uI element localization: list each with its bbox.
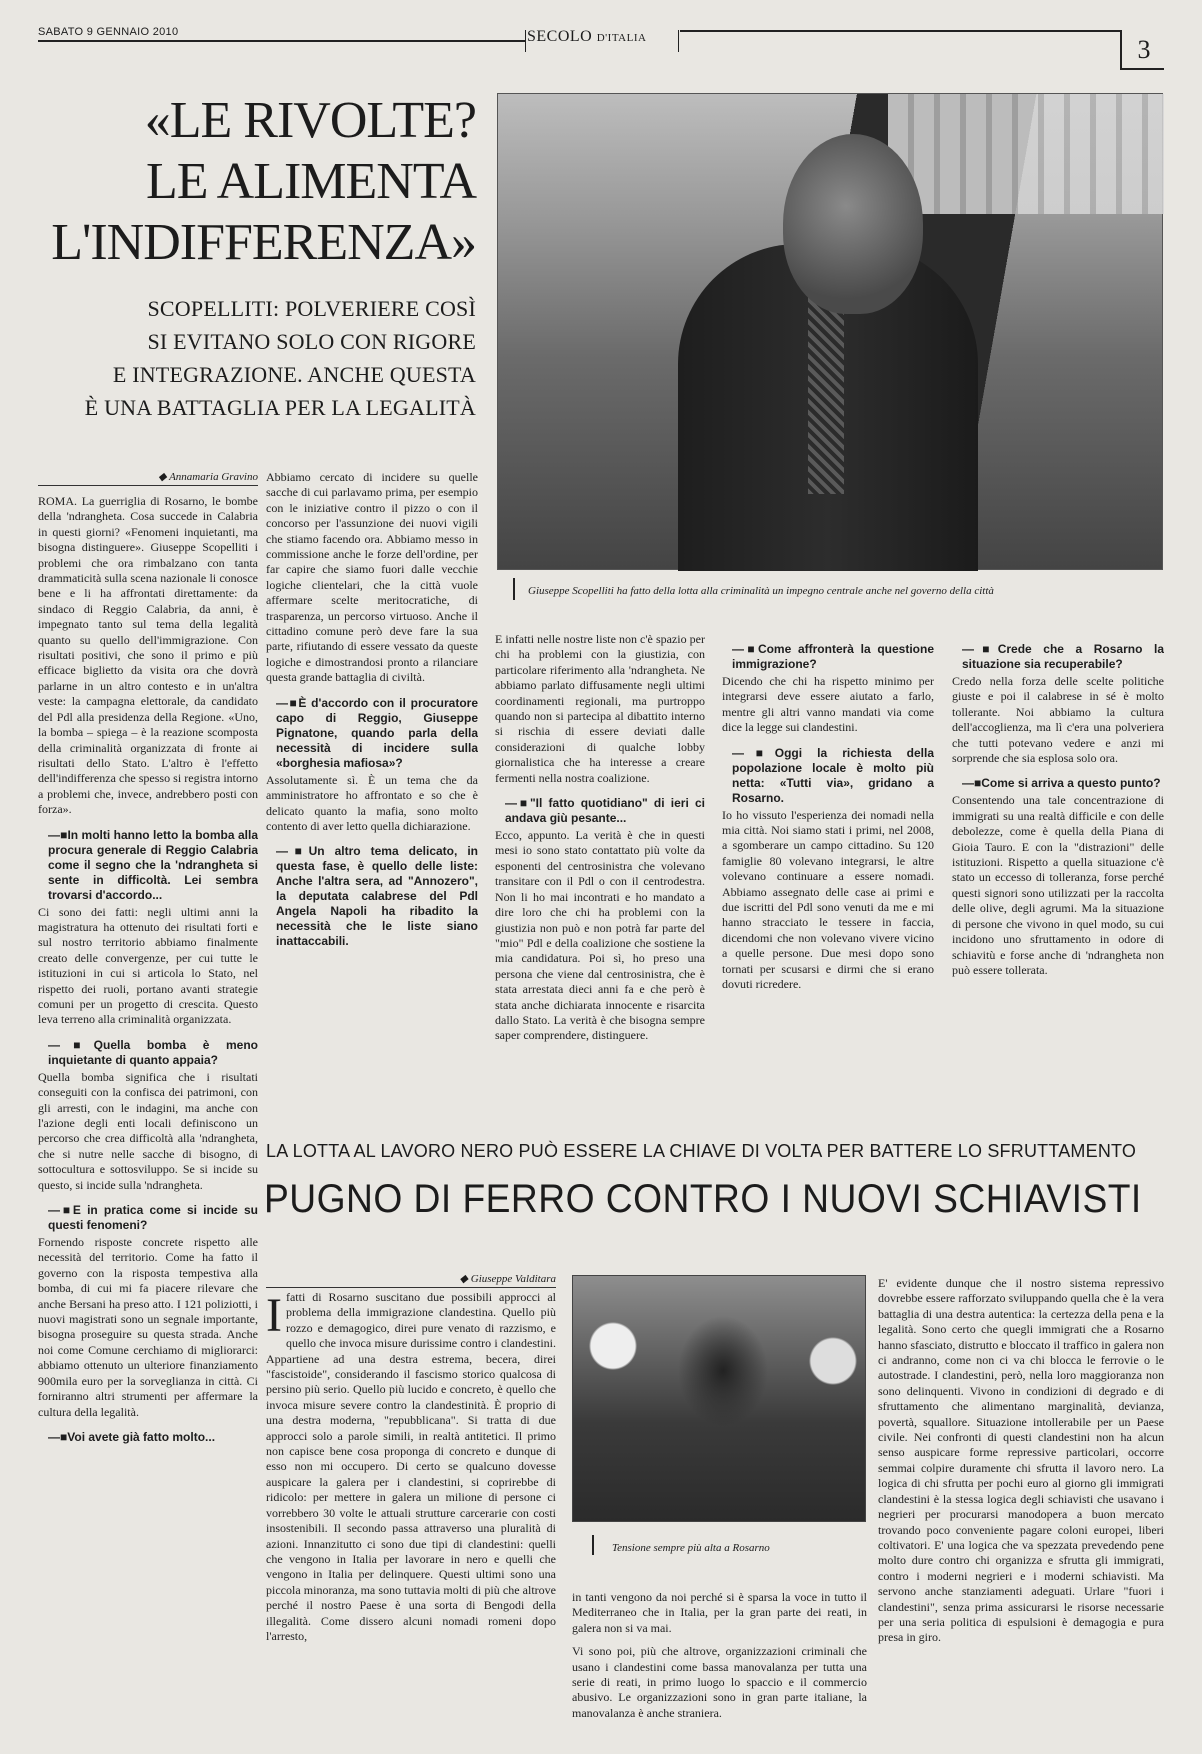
interview-question: —■ E in pratica come si incide su questi fenomeni? — [48, 1203, 258, 1233]
article-column-3 — [495, 632, 705, 1072]
interview-question: —■ Quella bomba è meno inquietante di quanto appaia? — [48, 1038, 258, 1068]
issue-date: SABATO 9 GENNAIO 2010 — [38, 26, 179, 38]
article-headline — [40, 90, 476, 273]
paragraph: E' evidente dunque che il nostro sistema repressivo dovrebbe essere rafforzato sviluppando quella che è la vera battaglia di una destra autentica: la certezza della pena e la legalità. Sono certo che quegli immigrati che a Rosarno hanno sfasciato, distrutto e bloccato il traffico in galera non ci andranno, come non ci va chi blocca le ferrovie o le autostrade. I clandestini, però, nella loro maggioranza non sono delinquenti. Vivono in condizioni di degrado e di sfruttamento che alimentano marginalità, devianza, povertà, squallore. Situazione intollerabile per un Paese civile. Nei confronti di questi clandestini non ha alcun senso auspicare forme repressive particolari, occorre semmai colpire duramente chi sfrutta il lavoro nero. La logica di chi sfrutta per pochi euro al giorno gli immigrati clandestini è la stessa logica degli schiavisti che usavano i negrieri per procurarsi manodopera a buon mercato trovando poco conveniente pagare coloni europei, liberi coltivatori. E' una logica che va spezzata prevedendo pene molto dure contro chi organizza e sfrutta gli immigrati, contro i moderni negrieri e i moderni schiavisti. Ma servono anche stanziamenti adeguati. Urlare "fuori i clandestini", senza prima assicurarsi le risorse necessarie per una seria politica di espulsioni è demagogia e pura presa in giro. — [878, 1276, 1164, 1645]
paragraph-text: La guerriglia di Rosarno, le bombe della 'ndrangheta. Cosa succede in Calabria in questi giorni? «Fenomeni inquietanti, ma bisogna distinguere». Giuseppe Scopelliti i problemi che ora rimbalzano con tanta drammaticità sulla scena nazionale li conosce bene e li ha affrontati direttamente: da sindaco di Reggio Calabria, da anni, è impegnato tanto sul tema della legalità quanto su quello dell'immigrazione. Con risultati positivi, che sono il primo e più efficace biglietto da visita ora che dovrà parlarne in un altro contesto e in un'altra veste: la campagna elettorale, da candidato del Pdl alla presidenza della Regione. «Uno, la bomba – spiega – è la reazione scomposta della criminalità organizzata di fronte ai risultati dello Stato. L'altro è l'effetto dell'indifferenza che spesso si registra intorno a problemi che, invece, andrebbero posti con forza». — [38, 494, 258, 817]
interview-question: —■ È d'accordo con il procuratore capo di Reggio, Giuseppe Pignatone, quando parla della necessità di incidere sulla «borghesia mafiosa»? — [276, 696, 478, 771]
photo-figure-tie — [808, 294, 844, 494]
dateline: ROMA. — [38, 494, 78, 508]
interview-question: —■ "Il fatto quotidiano" di ieri ci andava giù pesante... — [505, 796, 705, 826]
interview-answer: Consentendo una tale concentrazione di immigrati su una realtà difficile e con delle debolezze, come è quella della Piana di Gioia Tauro. E con la "distrazioni" delle istituzioni. Rispetto a quella situazione c'è stato un eccesso di tolleranza, forse perché questi signori sono utilizzati per la raccolta delle olive, degli agrumi. Ma la situazione di persone che vivono in quel modo, su cui incidono uno sfruttamento in odore di schiavitù e forse anche di 'ndrangheta non può essere tollerata. — [952, 793, 1164, 977]
photo2-caption: Tensione sempre più alta a Rosarno — [612, 1542, 770, 1554]
photo-background-building — [888, 94, 1164, 214]
article2-column-2 — [572, 1590, 867, 1735]
photo-rosarno-police — [572, 1275, 866, 1522]
interview-answer: Ecco, appunto. La verità è che in questi mesi io sono stato contattato più volte da esponenti del centrosinistra che volevano transitare con il Pdl o con il centrodestra. Non li ho mai incontrati e ho mandato a dire loro che chi ha problemi con la giustizia non può e non potrà far parte del "mio" Pdl e della coalizione che sostiene la mia candidatura. Poi sì, ho preso una persona che viene dal centrosinistra, che è stata arrestata dieci anni fa e che però è stata anche dichiarata innocente e risarcita dallo Stato. La verità è che bisogna sempre saper comprendere, distinguere. — [495, 828, 705, 1043]
headline-line: LE ALIMENTA — [146, 153, 476, 210]
byline-author: Giuseppe Valditara — [470, 1273, 556, 1285]
article2-column-1 — [266, 1290, 556, 1690]
paragraph — [38, 494, 258, 818]
article-column-2 — [266, 470, 478, 1070]
interview-answer: Assolutamente sì. È un tema che da amministratore ho affrontato e so che è delicato quanto la mafia, sono molto contento di aver letto quella dichiarazione. — [266, 772, 478, 833]
newspaper-name-main: SECOLO — [527, 28, 593, 45]
paragraph — [266, 1290, 556, 1644]
interview-answer: Quella bomba significa che i risultati conseguiti con la confisca dei patrimoni, con gli arresti, con le indagini, ma anche con l'azione degli enti locali definiscono un percorso che crea difficoltà alla 'ndrangheta, che si nutre nelle sacche di bisogno, di sottocultura e sottosviluppo. Se si incide su questo, si incide sulla 'ndrangheta. — [38, 1069, 258, 1192]
photo-figure-face — [783, 134, 923, 314]
interview-answer: Dicendo che chi ha rispetto minimo per integrarsi deve essere aiutato a farlo, mentre gli altri vanno mandati via come dice la legge sui clandestini. — [722, 674, 934, 735]
subhead-line: È UNA BATTAGLIA PER LA LEGALITÀ — [84, 395, 476, 420]
article2-column-3 — [878, 1276, 1164, 1736]
masthead-rule-left — [38, 40, 525, 42]
paragraph: Vi sono poi, più che altrove, organizzazioni criminali che usano i clandestini come bassa manovalanza per tutta una serie di reati, in primo luogo lo spaccio e il commercio abusivo. Le organizzazioni sono in gran parte italiane, la manovalanza è anche straniera. — [572, 1644, 867, 1720]
article-column-4 — [722, 632, 934, 1072]
subhead-line: E INTEGRAZIONE. ANCHE QUESTA — [112, 362, 476, 387]
page-number: 3 — [1120, 30, 1166, 68]
article2-title: PUGNO DI FERRO CONTRO I NUOVI SCHIAVISTI — [264, 1177, 1142, 1221]
photo-scopelliti — [497, 93, 1163, 570]
page-number-rule — [1120, 68, 1164, 70]
interview-question: —■ Crede che a Rosarno la situazione sia recuperabile? — [962, 642, 1164, 672]
interview-answer: Abbiamo cercato di incidere su quelle sacche di cui parlavamo prima, per esempio con le iniziative contro il pizzo o con il concorso per l'assunzione dei nuovi vigili che stiamo facendo ora. Abbiamo messo in commissione anche le forze dell'ordine, per far capire che siamo fuori dalle vecchie logiche clientelari, che la città vuole affermare scelte meritocratiche, di trasparenza, un percorso virtuoso. Anche il cittadino comune però deve fare la sua parte, rifiutando di essere vessato da queste logiche e dimostrandosi pronto a rilanciare questa grande battaglia di civiltà. — [266, 470, 478, 685]
newspaper-name-small: D'ITALIA — [596, 32, 647, 44]
article-column-1 — [38, 470, 258, 1735]
interview-answer: Credo nella forza delle scelte politiche giuste e poi il calabrese in sé è molto tollerante. Noi abbiamo la cultura dell'accoglienza, ma lì c'era una polveriera che tutti potevano vedere e anzi mi sorprende che sia esplosa solo ora. — [952, 674, 1164, 766]
paragraph-text: fatti di Rosarno suscitano due possibili approcci al problema della immigrazione clandestina. Quello più rozzo e demagogico, direi pure venato di razzismo, e quello che invoca misure durissime contro i clandestini. Appartiene ad una destra estrema, becera, direi "fascistoide", considerando il fascismo storico qualcosa di persino più serio. Quello più lucido e concreto, è quello che invoca misure severe contro la clandestinità. È proprio di una destra moderna, "repubblicana". Si tratta di due approcci solo a parole simili, in realtà antitetici. Il primo non capisce bene cosa proponga di concreto e dunque di esso non mi occupero. Di certo se qualcuno dovesse auspicare la galera per i clandestini, si coprirebbe di ridicolo: per mettere in galera un milione di persone ci vorrebbero 30 volte le attuali strutture carcerarie con costi insostenibili. Il secondo passa attraverso una pluralità di azioni. Innanzitutto ci sono due tipi di clandestini: quelli che vengono in Italia per lavorare in nero e quelli che vengono in Italia per delinquere. Questi ultimi sono una piccola minoranza, ma sono tuttavia molti di più che altrove perché il nostro Paese è una sorta di Bengodi della illegalità. Come dissero alcuni nomadi romeni dopo l'arresto, — [266, 1290, 556, 1643]
interview-answer: Io ho vissuto l'esperienza dei nomadi nella mia città. Noi siamo stati i primi, nel 2008, a sgomberare un campo cittadino. Su 120 famiglie 80 volevano integrarsi, le altre volevano continuare a essere nomadi. Abbiamo assegnato delle case ai primi e due iscritti del Pdl sono venuti da me e mi hanno stracciato le tessere in faccia, dicendomi che non volevano vivere vicino a quelle persone. Due mesi dopo sono tornati per scusarsi e dirmi che si erano dovuti ricredere. — [722, 807, 934, 992]
subhead-line: SI EVITANO SOLO CON RIGORE — [147, 329, 476, 354]
article2-byline: ◆ Giuseppe Valditara — [266, 1272, 556, 1288]
paragraph: in tanti vengono da noi perché si è sparsa la voce in tutto il Mediterraneo che in Italia, per la gran parte dei reati, in galera non si va mai. — [572, 1590, 867, 1635]
masthead-divider — [678, 30, 679, 52]
interview-answer: E infatti nelle nostre liste non c'è spazio per chi ha problemi con la giustizia, con particolare riferimento alla 'ndrangheta. Ne abbiamo parlato diffusamente negli ultimi coordinamenti regionali, ma purtroppo quando non si partecipa al dibattito interno si rischia di essere deviati dalle considerazioni di qualche lobby giornalistica che ha interesse a creare fermenti nella nostra coalizione. — [495, 632, 705, 785]
interview-answer: Fornendo risposte concrete rispetto alle necessità del territorio. Come ha fatto il governo con la risposta tempestiva alla bomba, di cui mi fa piacere rilevare che anche Bersani ha preso atto. I 121 poliziotti, i nuovi magistrati sono un segnale importante, bisogna proseguire su questa strada. Anche noi come Comune cerchiamo di migliorarci: abbiamo ottenuto un ulteriore finanziamento 900mila euro per la sorveglianza in città. Ci forniranno altri strumenti per affermare la cultura della legalità. — [38, 1235, 258, 1419]
masthead-divider — [525, 30, 526, 52]
article2-kicker: LA LOTTA AL LAVORO NERO PUÒ ESSERE LA CHIAVE DI VOLTA PER BATTERE LO SFRUTTAMENTO — [266, 1141, 1137, 1161]
headline-line: «LE RIVOLTE? — [144, 92, 476, 149]
interview-question: —■ Oggi la richiesta della popolazione locale è molto più netta: «Tutti via», gridano a Rosarno. — [732, 746, 934, 806]
caption-marker — [513, 578, 515, 600]
interview-question: —■ Come si arriva a questo punto? — [962, 776, 1164, 791]
byline: ◆ Annamaria Gravino — [38, 470, 258, 486]
caption-marker — [592, 1535, 594, 1555]
article-column-5 — [952, 632, 1164, 1072]
subhead-line: SCOPELLITI: POLVERIERE COSÌ — [147, 296, 476, 321]
byline-author: Annamaria Gravino — [169, 471, 258, 483]
interview-question: —■ In molti hanno letto la bomba alla procura generale di Reggio Calabria come il segno che la 'ndrangheta si sente in difficoltà. Lei sembra trovarsi d'accordo... — [48, 828, 258, 903]
masthead-rule-right — [680, 30, 1120, 32]
interview-question: —■ Un altro tema delicato, in questa fase, è quello delle liste: Anche l'altra sera, ad "Annozero", la deputata calabrese del Pdl Angela Napoli ha ribadito la necessità che le liste siano inattaccabili. — [276, 844, 478, 949]
interview-answer: Ci sono dei fatti: negli ultimi anni la magistratura ha ottenuto dei risultati forti e sul nostro territorio abbiamo finalmente creato delle convergenze, per cui tutte le istituzioni in cui si articola lo Stato, nel rispetto dei ruoli, portano avanti strategie comuni per un progetto di crescita. Questo leva terreno alla criminalità organizzata. — [38, 904, 258, 1027]
newspaper-name — [527, 28, 646, 46]
photo-caption: Giuseppe Scopelliti ha fatto della lotta alla criminalità un impegno centrale anche nel governo della città — [528, 585, 994, 597]
interview-question: —■ Voi avete già fatto molto... — [48, 1430, 258, 1445]
article-subheadline — [40, 292, 476, 424]
interview-question: —■ Come affronterà la questione immigrazione? — [732, 642, 934, 672]
headline-line: L'INDIFFERENZA» — [51, 214, 476, 271]
drop-cap: I — [266, 1290, 282, 1342]
